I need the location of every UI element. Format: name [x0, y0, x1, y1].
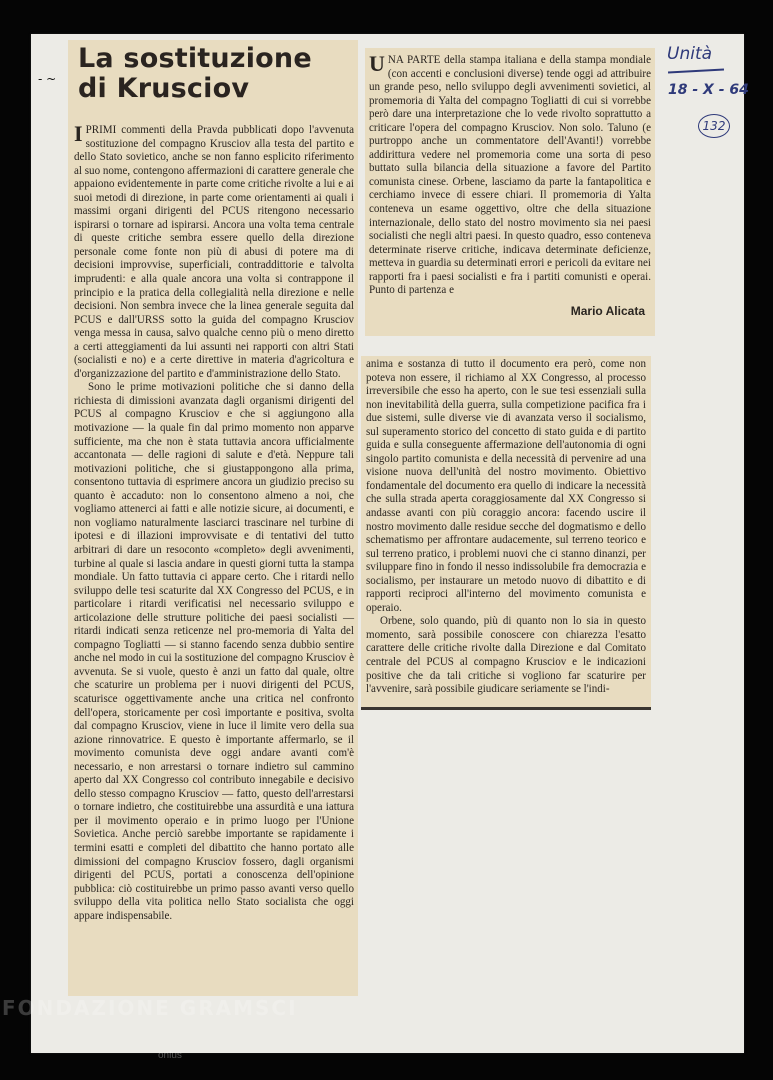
lead-words: NA PARTE	[387, 54, 441, 66]
author-signature: Mario Alicata	[570, 303, 645, 318]
paragraph-right-1: UNA PARTE della stampa italiana e della stampa mondiale (con accenti e conclusioni diverse) tende oggi ad attribuire un grande peso, nello sviluppo degli avvenimenti sovietici, al promemoria di Yalta del compagno Togliatti di cui si vorrebbe però dare una interpretazione che lo vede rivolto soprattutto a criticare l'opera del compagno Krusciov. Non solo. Taluno (e purtroppo anche un commentatore dell'Avanti!) vorrebbe addirittura vedere nel promemoria come una sorta di peso buttato sulla bilancia della situazione a favore del Partito comunista cinese. Orbene, lasciamo da parte la fantapolitica e cerchiamo invece di essere chiari. Il promemoria di Yalta conteneva un esame oggettivo, oltre che della situazione internazionale, dello stato del nostro movimento sia nei paesi socialisti che negli altri paesi. In questo quadro, esso conteneva determinate riserve critiche, indicava determinate deficienze, metteva in guardia su determinati errori e pericoli da evitare nei rapporti fra i paesi socialisti e fra i partiti comunisti e operai. Punto di partenza e	[369, 51, 652, 297]
clipping-left	[68, 40, 358, 996]
paragraph-2: Sono le prime motivazioni politiche che si danno della richiesta di dimissioni avanzata dagli organismi dirigenti del PCUS al compagno Krusciov e che si aggiungono alla motivazione — la quale fin dal primo momento non apparve sufficiente, ma che non è stata tuttavia ancora ufficialmente accantonata — delle ragioni di salute e d'età. Neppure tali motivazioni politiche, che si giustappongono alla prima, consentono tuttavia di esprimere ancora un giudizio preciso su quanto è accaduto: non lo consentono almeno a noi, che vogliamo attenerci ai fatti e alle notizie sicure, ai documenti, e non vogliamo naturalmente lasciarci trascinare nel turbine di ipotesi e di illazioni improvvisate e di tentativi del tutto arbitrari di dare un resoconto «completo» degli avvenimenti, turbine al quale si lascia andare in questi giorni tutta la stampa mondiale. Un fatto tuttavia ci appare certo. Che i ritardi nello sviluppo delle tesi scaturite dal XX Congresso del PCUS, e in particolare i ritardi verificatisi nel necessario sviluppo e articolazione delle strutture politiche dei paesi socialisti — ritardi indicati senza reticenze nel pro-memoria di Yalta del compagno Togliatti — si stanno facendo senza dubbio sentire anche nel modo in cui la sostituzione del compagno Krusciov è avvenuta. Se si vuole, questo è anzi un fatto dal quale, oltre che scaturire un problema per i nuovi dirigenti del PCUS, scaturisce oggettivamente anche una critica nel confronto dell'opera, storicamente per così importante e positiva, svolta dal compagno Krusciov, viene in luce il limite vero della sua azione rinnovatrice. E questo è importante affermarlo, se il movimento comunista deve oggi andare avanti com'è necessario, e non arrestarsi o tornare indietro sul cammino aperto dal XX Congresso col contributo innegabile e decisivo dello stesso compagno Krusciov — fatto, questo dell'arrestarsi o tornare indietro, che costituirebbe una assurdità e una iattura per il movimento operaio e in primo luogo per l'Unione Sovietica. Anche perciò sarebbe importante se rapidamente i termini esatti e completi del dibattito che hanno portato alle dimissioni del compagno Krusciov fossero, dagli organismi dirigenti del PCUS, portati a conoscenza dell'opinione pubblica: ciò costituirebbe un primo passo avanti verso quello sviluppo della vita politica nello Stato socialista che oggi appare indispensabile.	[74, 381, 354, 922]
dropcap: I	[74, 121, 83, 146]
pencil-mark: - ~	[38, 72, 57, 86]
article-body-left	[74, 121, 354, 923]
dropcap-u: U	[369, 51, 385, 76]
title-line-2: di Krusciov	[78, 73, 250, 104]
article-body-right-top	[369, 51, 652, 318]
handwritten-number: 132	[698, 114, 730, 138]
end-rule	[361, 707, 651, 710]
handwritten-source: Unità	[667, 44, 713, 64]
paragraph-right-2: anima e sostanza di tutto il documento era però, come non poteva non essere, il richiamo al XX Congresso, al processo irreversibile che esso ha aperto, con le sue tesi essenziali sulla non inevitabilità della guerra, sulla competizione pacifica fra i due sistemi, sulle diverse vie di avanzata verso il socialismo, sul superamento storico del concetto di stato guida e di partito guida e sulla conseguente affermazione dell'autonomia di ogni singolo partito comunista e della necessità di pervenire ad una visione nuova dell'unità del nostro movimento. Obiettivo fondamentale del documento era quello di indicare la necessità che sulla strada aperta coraggiosamente dal XX Congresso si andasse avanti con più coraggio ancora: facendo uscire il nostro movimento dalle residue secche del dogmatismo e dello schematismo per affrontare audacemente, sul terreno teorico e sul terreno pratico, i problemi nuovi che ci stanno dinanzi, per sviluppare fino in fondo il nesso indissolubile fra democrazia e socialismo, per instaurare un metodo nuovo di dibattito e di rapporti reciproci all'interno del movimento comunista e operaio.	[366, 358, 646, 614]
handwritten-date: 18 - X - 64	[668, 82, 749, 98]
clipping-right-bottom	[361, 356, 651, 708]
clipping-right-top	[365, 48, 655, 336]
article-title	[78, 44, 358, 104]
paragraph-right-3: Orbene, solo quando, più di quanto non lo sia in questo momento, sarà possibile conoscere con chiarezza l'esatto carattere delle critiche rivolte dalla Direzione e dal Comitato centrale del PCUS al compagno Krusciov e le indicazioni positive che da tali critiche si vogliono far scaturire per l'avvenire, sarà possibile giudicare seriamente se l'indi-	[366, 615, 646, 696]
title-line-1: La sostituzione	[78, 43, 312, 74]
archive-watermark: FONDAZIONE GRAMSCI	[2, 996, 298, 1020]
article-body-right-bottom	[366, 358, 646, 697]
paragraph-1: IPRIMI commenti della Pravda pubblicati dopo l'avvenuta sostituzione del compagno Krusciov alla testa del partito e dello Stato sovietico, anche se non fanno esplicito riferimento al suo nome, contengono affermazioni di carattere generale che appaiono evidentemente in parte come critiche rivolte a lui e ai suoi metodi di direzione, in parte come orientamenti ai quali i massimi organi dirigenti del PCUS ritengono necessario ispirarsi o tornare ad ispirarsi. Ancora una volta tema centrale di queste critiche sembra essere quello della direzione personale come fonte non più di abusi di potere ma di decisioni improvvise, superficiali, contraddittorie e talvolta imprudenti: e alla quale ancora una volta si contrappone il principio e la pratica della collegialità nella direzione e nelle decisioni. Non sembra invece che la linea generale seguita dal PCUS e dall'URSS sotto la guida del compagno Krusciov venga messa in causa, salvo qualche cenno più o meno diretto a certi atteggiamenti da lui assunti nei rapporti con altri Stati (socialisti e no) e a certe direttive in materia d'agricoltura e d'organizzazione del partito e d'amministrazione dello Stato.	[74, 121, 354, 380]
archive-watermark-sub: onlus	[158, 1050, 182, 1061]
